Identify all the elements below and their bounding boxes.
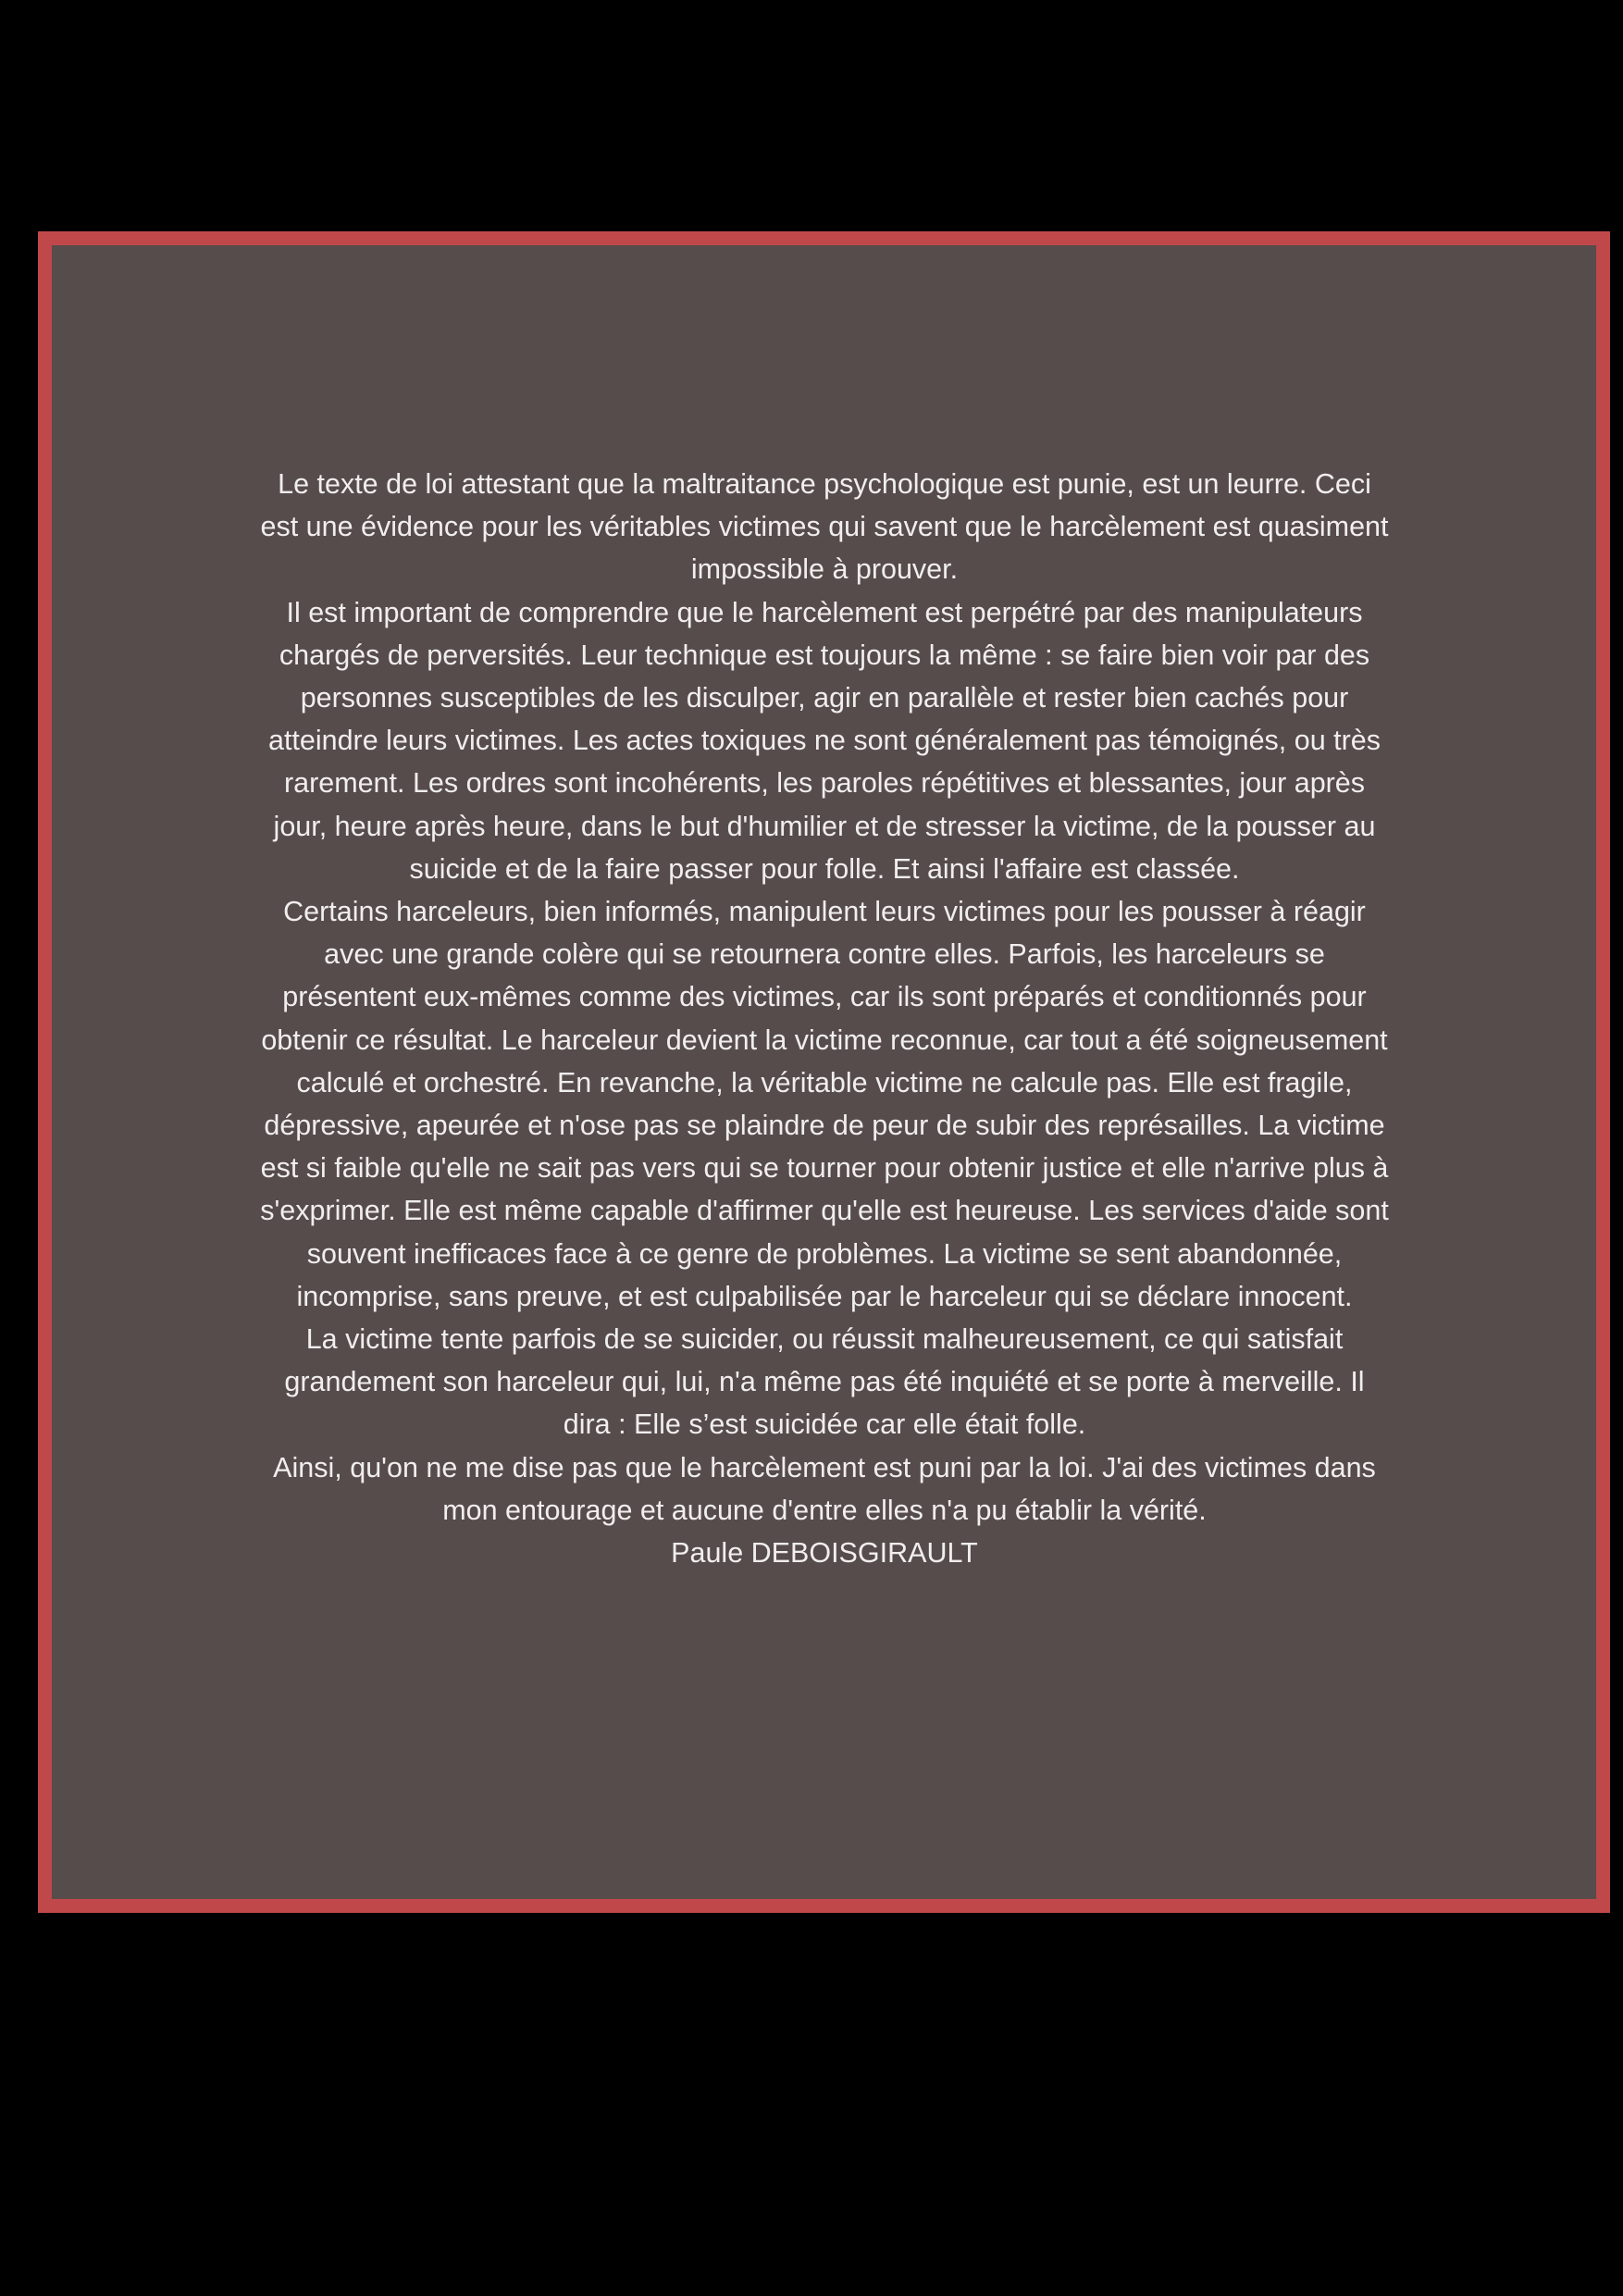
paragraph-3: Certains harceleurs, bien informés, manipulent leurs victimes pour les pousser à réagir avec une grande colère qui se retournera contre elles. Parfois, les harceleurs se présentent eux-mêmes comme des victimes, car ils sont préparés et conditionnés pour obtenir ce résultat. Le harceleur devient la victime reconnue, car tout a été soigneusement calculé et orchestré. En revanche, la véritable victime ne calcule pas. Elle est fragile, dépressive, apeurée et n'ose pas se plaindre de peur de subir des représailles. La victime est si faible qu'elle ne sait pas vers qui se tourner pour obtenir justice et elle n'arrive plus à s'exprimer. Elle est même capable d'affirmer qu'elle est heureuse. Les services d'aide sont souvent inefficaces face à ce genre de problèmes. La victime se sent abandonnée, incomprise, sans preuve, et est culpabilisée par le harceleur qui se déclare innocent. [260,896,1389,1312]
paragraph-4: La victime tente parfois de se suicider, ou réussit malheureusement, ce qui satisfait grandement son harceleur qui, lui, n'a même pas été inquiété et se porte à merveille. Il dira : Elle s’est suicidée car elle était folle. [284,1323,1365,1441]
paragraph-5: Ainsi, qu'on ne me dise pas que le harcèlement est puni par la loi. J'ai des victimes dans mon entourage et aucune d'entre elles n'a pu établir la vérité. [273,1451,1376,1526]
body-text [260,463,1389,1574]
author-signature: Paule DEBOISGIRAULT [671,1537,978,1570]
paragraph-1: Le texte de loi attestant que la maltraitance psychologique est punie, est un leurre. Ceci est une évidence pour les véritables victimes qui savent que le harcèlement est quasiment impossible à prouver. [260,468,1389,586]
paragraph-2: Il est important de comprendre que le harcèlement est perpétré par des manipulateurs chargés de perversités. Leur technique est toujours la même : se faire bien voir par des personnes susceptibles de les disculper, agir en parallèle et rester bien cachés pour atteindre leurs victimes. Les actes toxiques ne sont généralement pas témoignés, ou très rarement. Les ordres sont incohérents, les paroles répétitives et blessantes, jour après jour, heure après heure, dans le but d'humilier et de stresser la victime, de la pousser au suicide et de la faire passer pour folle. Et ainsi l'affaire est classée. [267,596,1381,885]
text-frame [38,231,1610,1913]
